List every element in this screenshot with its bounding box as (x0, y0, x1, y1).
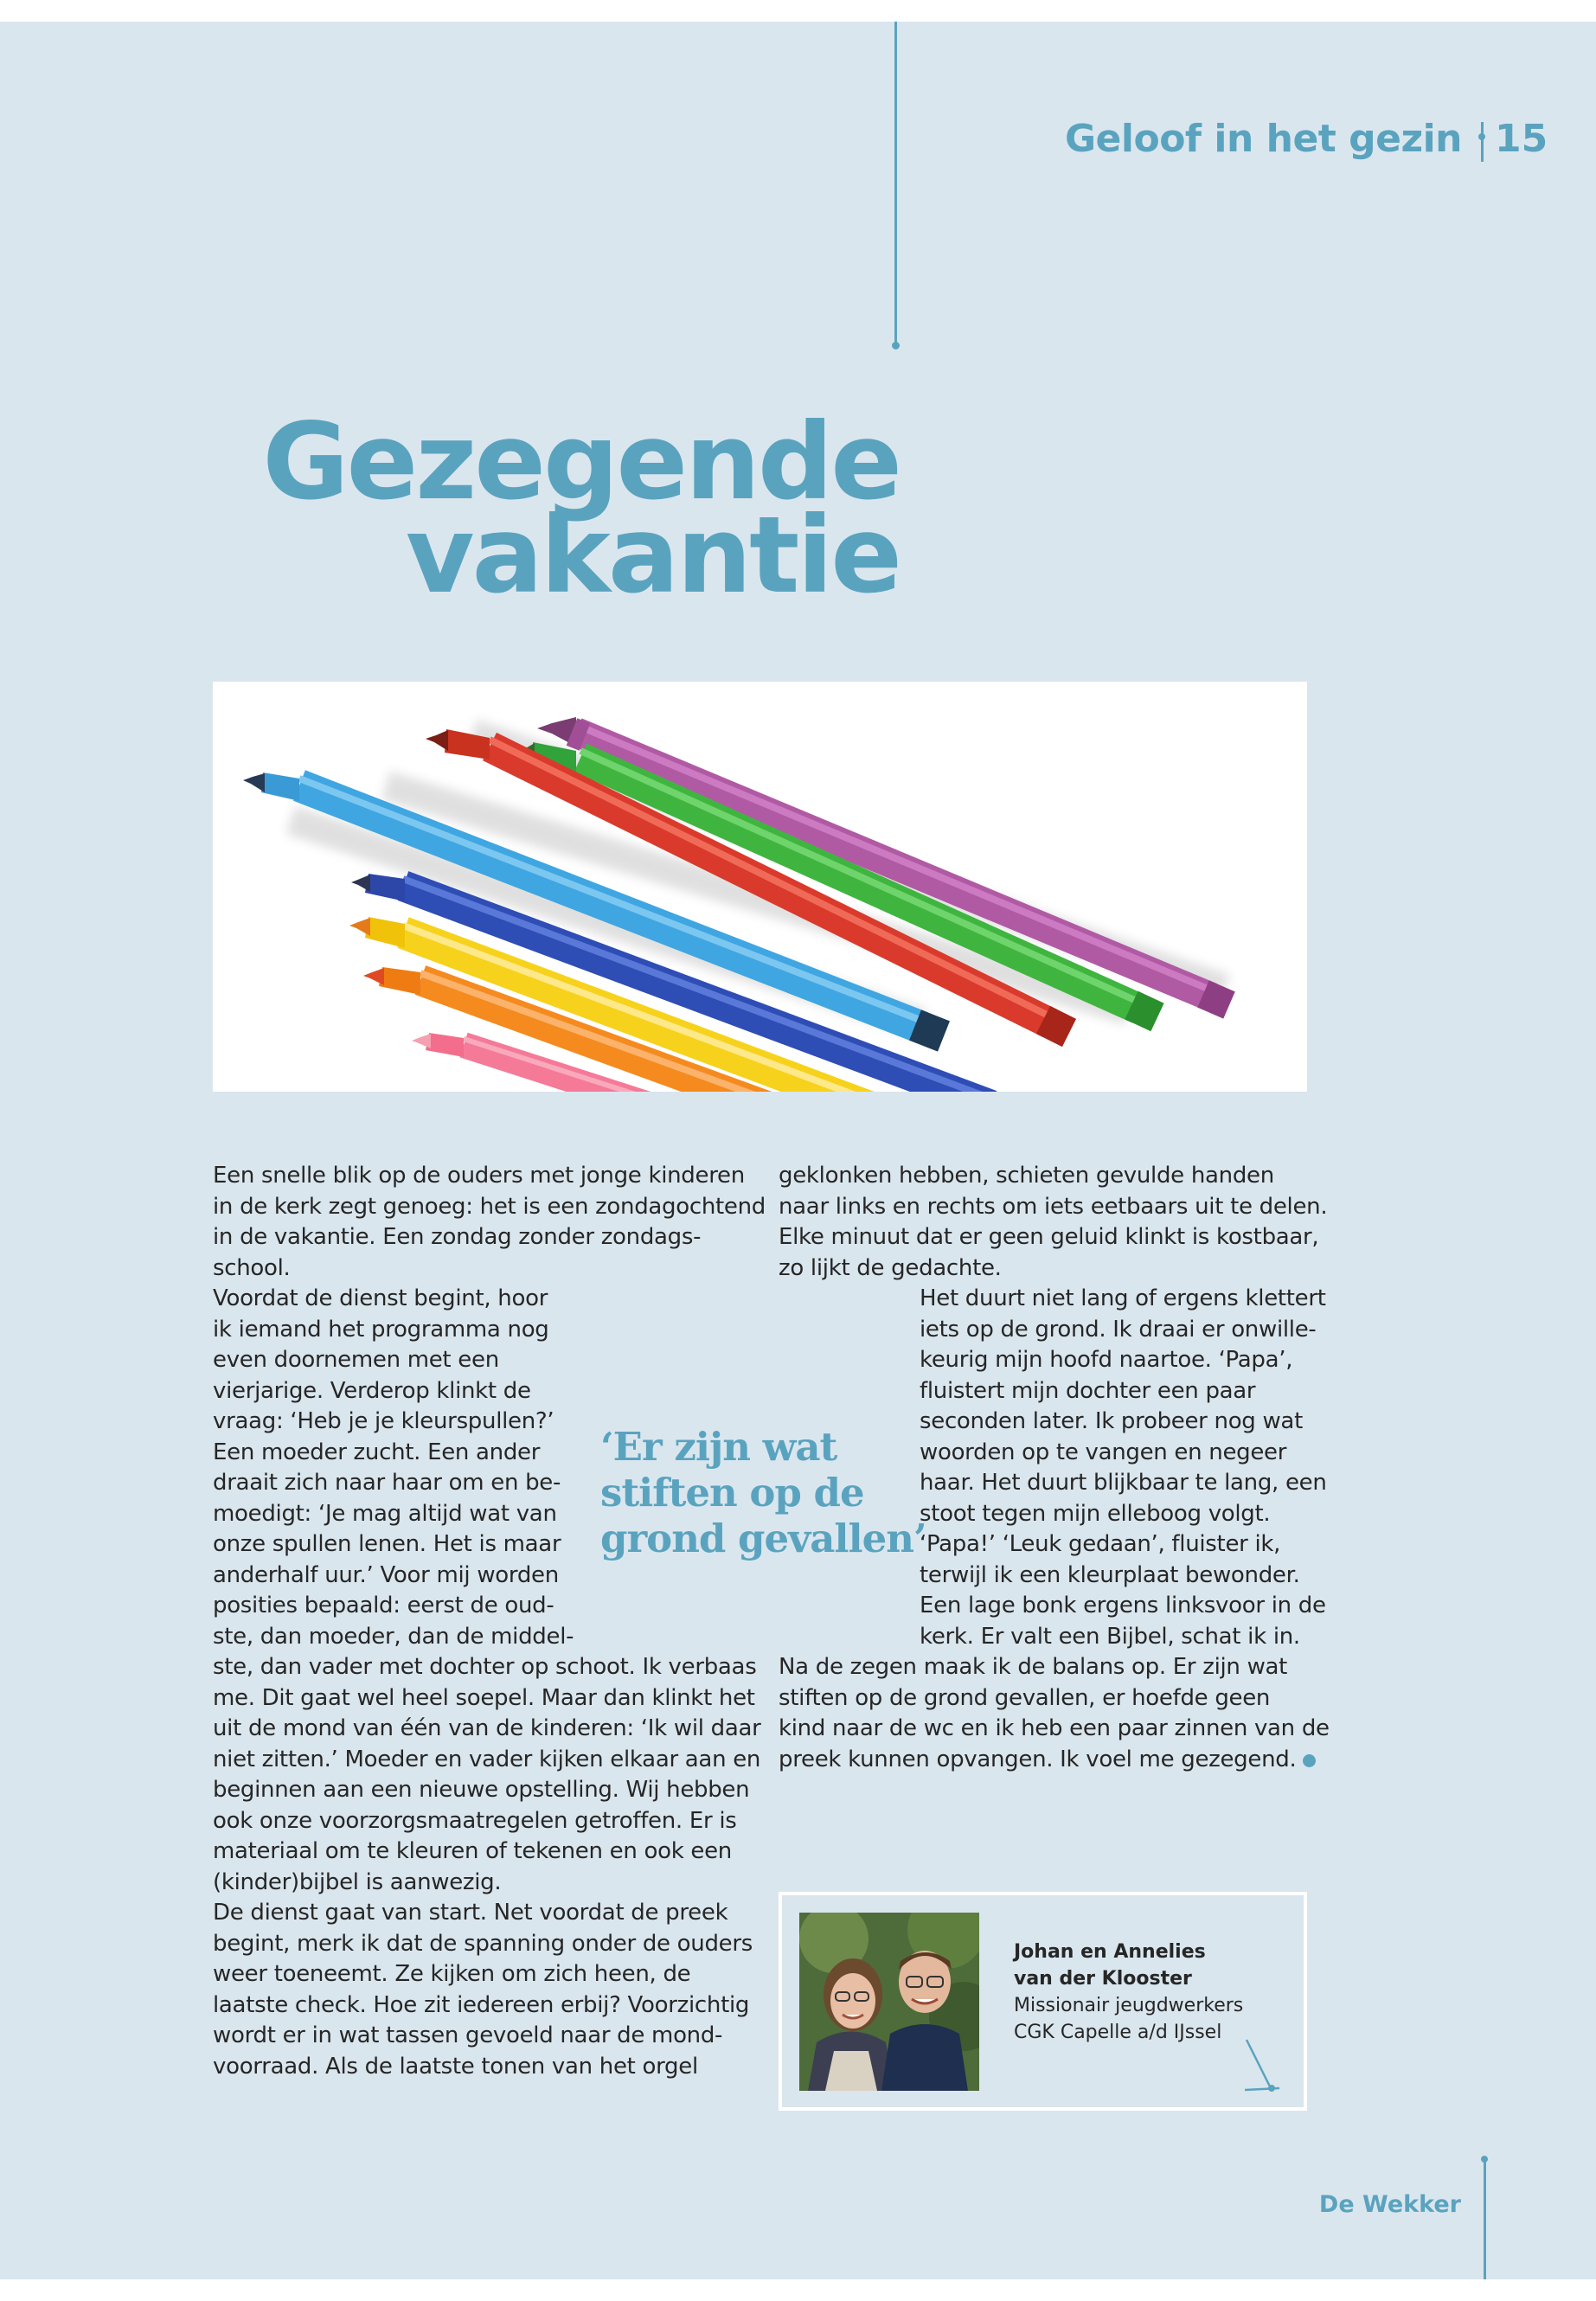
text-line: vraag: ‘Heb je je kleurspullen?’ (213, 1408, 554, 1434)
text-line: stiften op de grond gevallen, er hoefde geen (779, 1684, 1271, 1711)
text-line: school. (213, 1254, 291, 1281)
text-line: voorraad. Als de laatste tonen van het orgel (213, 2053, 698, 2080)
text-line: Een moeder zucht. Een ander (213, 1439, 541, 1465)
text-line: me. Dit gaat wel heel soepel. Maar dan klinkt het (213, 1684, 755, 1711)
text-line: geklonken hebben, schieten gevulde handen (779, 1163, 1274, 1189)
text-line: in de vakantie. Een zondag zonder zondags- (213, 1224, 702, 1250)
header-separator-dot (1478, 133, 1485, 140)
text-line: Voordat de dienst begint, hoor (213, 1285, 548, 1311)
text-line: anderhalf uur.’ Voor mij worden (213, 1561, 559, 1588)
author-photo (799, 1913, 979, 2091)
text-line: preek kunnen opvangen. Ik voel me gezegend. (779, 1745, 1330, 1776)
text-line: beginnen aan een nieuwe opstelling. Wij hebben (213, 1777, 750, 1803)
text-line: Een snelle blik op de ouders met jonge kinderen (213, 1163, 745, 1189)
colored-markers-image (213, 682, 1307, 1092)
pull-quote-line1: ‘Er zijn wat (600, 1424, 837, 1470)
text-line: weer toeneemt. Ze kijken om zich heen, de (213, 1961, 691, 1987)
author-name-line2: van der Klooster (1014, 1968, 1192, 1990)
text-line: ste, dan moeder, dan de middel- (213, 1623, 574, 1650)
page-number: 15 (1495, 117, 1548, 161)
text-line: laatste check. Hoe zit iedereen erbij? Voorzichtig (213, 1991, 750, 2018)
top-divider-dot (892, 342, 900, 349)
article-title (262, 401, 900, 617)
text-line: De dienst gaat van start. Net voordat de preek (213, 1900, 728, 1926)
pull-quote-line2: stiften op de (600, 1470, 864, 1516)
text-line: Een lage bonk ergens linksvoor in de (920, 1593, 1326, 1618)
text-line: materiaal om te kleuren of tekenen en ook een (213, 1838, 732, 1864)
text-line: haar. Het duurt blijkbaar te lang, een (920, 1470, 1327, 1496)
text-line: naar links en rechts om iets eetbaars uit te delen. (779, 1193, 1328, 1220)
text-line: moedigt: ‘Je mag altijd wat van (213, 1500, 557, 1527)
text-line: draait zich naar haar om en be- (213, 1470, 561, 1496)
article-title-line2: vakantie (405, 494, 900, 617)
text-line: Na de zegen maak ik de balans op. Er zijn wat (779, 1654, 1288, 1680)
text-line: ook onze voorzorgsmaatregelen getroffen. Er is (213, 1807, 737, 1834)
markers-illustration (213, 682, 1307, 1092)
end-of-article-dot (1303, 1754, 1316, 1767)
text-line: kerk. Er valt een Bijbel, schat ik in. (920, 1623, 1300, 1650)
body-column-right-indent (920, 1284, 1327, 1652)
author-role (1014, 1992, 1243, 2046)
author-photo-illustration (799, 1913, 979, 2091)
section-title: Geloof in het gezin (1064, 117, 1462, 161)
text-line: vierjarige. Verderop klinkt de (213, 1377, 531, 1404)
top-divider-line (894, 22, 897, 343)
text-line: ‘Papa!’ ‘Leuk gedaan’, fluister ik, (920, 1531, 1281, 1557)
body-column-left (213, 1161, 766, 2082)
author-role-line2: CGK Capelle a/d IJssel (1014, 2022, 1222, 2043)
body-column-right-bottom (779, 1652, 1330, 1775)
decorative-line-icon (1245, 2038, 1297, 2099)
text-line: niet zitten.’ Moeder en vader kijken elkaar aan en (213, 1746, 761, 1772)
pull-quote-line3: grond gevallen’ (600, 1516, 926, 1561)
author-box (779, 1892, 1307, 2111)
text-line: begint, merk ik dat de spanning onder de ouders (213, 1930, 753, 1957)
text-line: Het duurt niet lang of ergens klettert (920, 1285, 1326, 1311)
bottom-divider-line (1484, 2158, 1486, 2279)
page (0, 22, 1596, 2279)
text-line: in de kerk zegt genoeg: het is een zondagochtend (213, 1193, 766, 1220)
text-line: keurig mijn hoofd naartoe. ‘Papa’, (920, 1347, 1293, 1373)
text-line: kind naar de wc en ik heb een paar zinnen van de (779, 1715, 1330, 1741)
text-line: seconden later. Ik probeer nog wat (920, 1408, 1303, 1434)
magazine-name: De Wekker (1318, 2191, 1461, 2218)
text-line: terwijl ik een kleurplaat bewonder. (920, 1561, 1300, 1588)
text-line: even doornemen met een (213, 1347, 499, 1373)
text-line: uit de mond van één van de kinderen: ‘Ik wil daar (213, 1715, 761, 1741)
text-line: ste, dan vader met dochter op schoot. Ik verbaas (213, 1654, 757, 1680)
text-line: stoot tegen mijn elleboog volgt. (920, 1500, 1271, 1527)
text-line: (kinder)bijbel is aanwezig. (213, 1868, 502, 1895)
author-role-line1: Missionair jeugdwerkers (1014, 1995, 1244, 2016)
bottom-divider-dot (1481, 2156, 1488, 2163)
text-line: ik iemand het programma nog (213, 1316, 549, 1343)
text-line: wordt er in wat tassen gevoeld naar de mond- (213, 2022, 723, 2048)
body-column-right-top (779, 1161, 1327, 1284)
text-line: onze spullen lenen. Het is maar (213, 1531, 561, 1557)
text-line: fluistert mijn dochter een paar (920, 1377, 1256, 1404)
author-name (1014, 1939, 1206, 1992)
article-title-line1: Gezegende (262, 401, 900, 523)
author-name-line1: Johan en Annelies (1014, 1941, 1206, 1963)
header-separator (1481, 122, 1484, 162)
text-line: posities bepaald: eerst de oud- (213, 1593, 554, 1618)
text-line: zo lijkt de gedachte. (779, 1254, 1002, 1281)
text-line: Elke minuut dat er geen geluid klinkt is kostbaar, (779, 1224, 1319, 1250)
text-line: woorden op te vangen en negeer (920, 1439, 1287, 1465)
text-line: iets op de grond. Ik draai er onwille- (920, 1316, 1317, 1343)
pull-quote (600, 1424, 926, 1561)
